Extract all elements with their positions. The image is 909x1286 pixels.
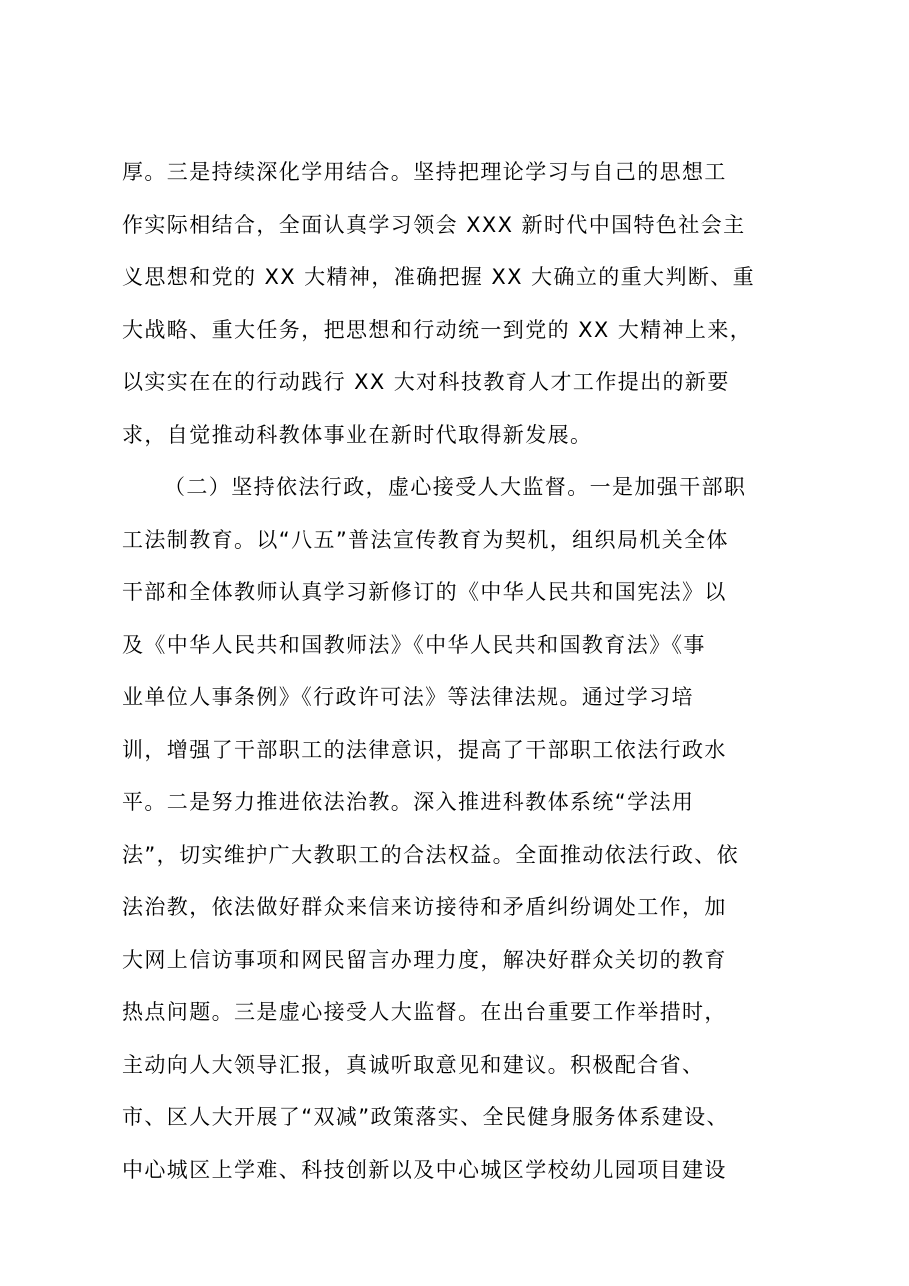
- body-text: [122, 146, 802, 1196]
- text-line: 以实实在在的行动践行 XX 大对科技教育人才工作提出的新要: [122, 370, 730, 394]
- text-line: 求，自觉推动科教体事业在新时代取得新发展。: [122, 422, 593, 447]
- text-line: 作实际相结合，全面认真学习领会 XXX 新时代中国特色社会主: [122, 212, 746, 237]
- text-line: 工法制教育。以“八五”普法宣传教育为契机，组织局机关全体: [122, 527, 729, 552]
- section-heading-line: （二）坚持依法行政，虚心接受人大监督。一是加强干部职: [164, 475, 747, 499]
- text-line: 平。二是努力推进依法治教。深入推进科教体系统“学法用: [122, 790, 695, 814]
- text-line: 法治教，依法做好群众来信来访接待和矛盾纠纷调处工作，加: [122, 895, 727, 919]
- text-line: 义思想和党的 XX 大精神，准确把握 XX 大确立的重大判断、重: [122, 265, 756, 289]
- text-line: 及《中华人民共和国教师法》《中华人民共和国教育法》《事: [122, 632, 706, 657]
- text-line: 厚。三是持续深化学用结合。坚持把理论学习与自己的思想工: [122, 160, 727, 184]
- text-line: 干部和全体教师认真学习新修订的《中华人民共和国宪法》以: [122, 580, 727, 604]
- text-line: 大战略、重大任务，把思想和行动统一到党的 XX 大精神上来，: [122, 317, 753, 342]
- text-line: 主动向人大领导汇报，真诚听取意见和建议。积极配合省、: [122, 1052, 705, 1077]
- text-line: 业单位人事条例》《行政许可法》等法律法规。通过学习培: [122, 685, 694, 709]
- text-line: 热点问题。三是虚心接受人大监督。在出台重要工作举措时，: [122, 1000, 727, 1024]
- text-line: 市、区人大开展了“双减”政策落实、全民健身服务体系建设、: [122, 1105, 729, 1129]
- text-line: 训，增强了干部职工的法律意识，提高了干部职工依法行政水: [122, 737, 727, 762]
- text-line: 法”，切实维护广大教职工的合法权益。全面推动依法行政、依: [122, 842, 740, 867]
- text-line: 大网上信访事项和网民留言办理力度，解决好群众关切的教育: [122, 947, 727, 972]
- text-line: 中心城区上学难、科技创新以及中心城区学校幼儿园项目建设: [122, 1157, 727, 1182]
